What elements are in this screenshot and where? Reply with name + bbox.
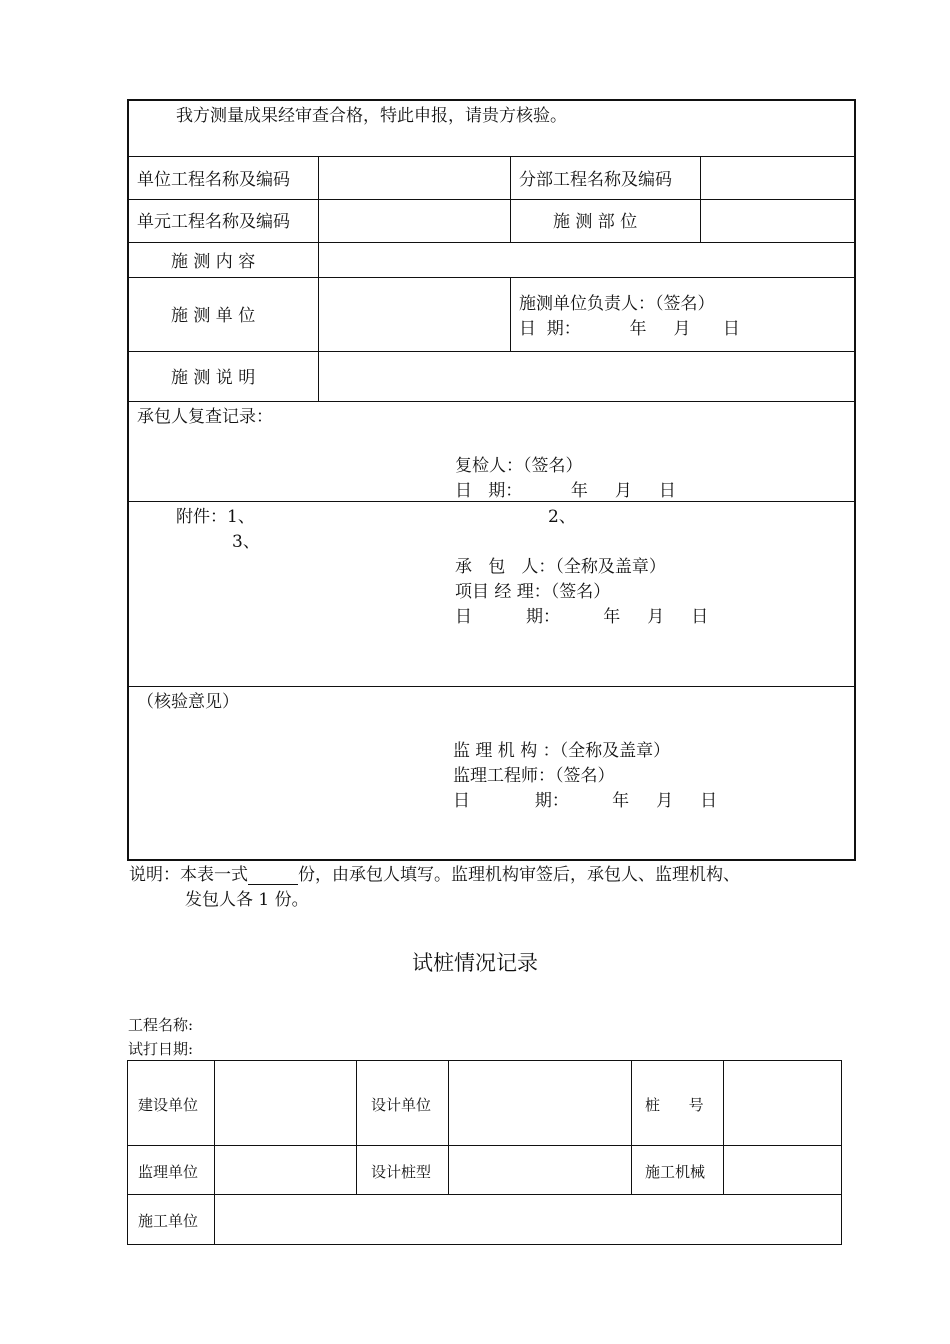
survey-location-field[interactable]: [702, 201, 852, 241]
builder-unit-field[interactable]: [216, 1196, 840, 1243]
rechecker-signature: 复检人：（签名）: [455, 456, 583, 476]
test-date-label: 试打日期:: [128, 1040, 194, 1058]
pile-record-title: 试桩情况记录: [412, 951, 538, 975]
pile-row-divider: [127, 1145, 842, 1146]
pile-number-label: 桩 号: [645, 1096, 704, 1114]
form-row-divider: [128, 156, 855, 157]
machinery-field[interactable]: [725, 1147, 840, 1193]
survey-content-label: 施 测 内 容: [171, 252, 256, 272]
pile-col-divider: [723, 1060, 724, 1195]
form-row-divider: [128, 277, 855, 278]
contractor-signature: 承 包 人：（全称及盖章）: [455, 557, 666, 577]
survey-location-label: 施 测 部 位: [553, 212, 638, 232]
pile-col-divider: [448, 1060, 449, 1195]
supervision-org-signature: 监 理 机 构 ：（全称及盖章）: [453, 741, 671, 761]
form-row-divider: [128, 242, 855, 243]
form-row-divider: [128, 199, 855, 200]
survey-content-field[interactable]: [320, 244, 852, 276]
form-note-line2: 发包人各 1 份。: [185, 890, 309, 910]
pile-row-divider: [127, 1194, 842, 1195]
attachment-1: 附件：1、: [176, 507, 255, 527]
contractor-review-label: 承包人复查记录：: [137, 407, 273, 427]
form-col-divider: [510, 277, 511, 351]
survey-note-label: 施 测 说 明: [171, 368, 256, 388]
supervision-unit-label: 监理单位: [138, 1163, 199, 1181]
copies-blank[interactable]: [248, 868, 298, 885]
design-unit-field[interactable]: [450, 1062, 629, 1144]
survey-note-field[interactable]: [320, 353, 852, 400]
form-row-divider: [128, 401, 855, 402]
form-row-divider: [128, 351, 855, 352]
machinery-label: 施工机械: [645, 1163, 706, 1181]
attachment-2: 2、: [548, 507, 576, 527]
construction-unit-label: 建设单位: [138, 1096, 199, 1114]
form-note-line1: [129, 865, 740, 885]
unit-project-field[interactable]: [320, 158, 508, 198]
form-row-divider: [128, 686, 855, 687]
verify-opinion-label: （核验意见）: [137, 692, 239, 712]
pile-number-field[interactable]: [725, 1062, 840, 1144]
form-row-divider: [128, 501, 855, 502]
note-suffix: 份，由承包人填写。监理机构审签后，承包人、监理机构、: [298, 865, 740, 885]
note-prefix: 说明：本表一式: [129, 865, 248, 885]
unit-project-label: 单位工程名称及编码: [137, 170, 290, 190]
survey-unit-date: 日 期： 年 月 日: [519, 319, 740, 339]
element-project-label: 单元工程名称及编码: [137, 212, 290, 232]
construction-unit-field[interactable]: [216, 1062, 354, 1144]
pile-col-divider: [631, 1060, 632, 1195]
division-project-label: 分部工程名称及编码: [519, 170, 672, 190]
pile-col-divider: [214, 1060, 215, 1245]
survey-unit-label: 施 测 单 位: [171, 306, 256, 326]
contractor-date: 日 期： 年 月 日: [455, 607, 709, 627]
supervision-engineer-signature: 监理工程师：（签名）: [453, 766, 615, 786]
design-unit-label: 设计单位: [371, 1096, 432, 1114]
pile-col-divider: [356, 1060, 357, 1195]
form-col-divider: [318, 156, 319, 401]
form-col-divider: [510, 156, 511, 242]
declaration-text: 我方测量成果经审查合格，特此申报，请贵方核验。: [176, 106, 567, 126]
survey-unit-field[interactable]: [320, 279, 508, 350]
design-pile-type-field[interactable]: [450, 1147, 629, 1193]
element-project-field[interactable]: [320, 201, 508, 241]
supervision-unit-field[interactable]: [216, 1147, 354, 1193]
form-col-divider: [700, 156, 701, 242]
supervision-date: 日 期： 年 月 日: [453, 791, 718, 811]
division-project-field[interactable]: [702, 158, 852, 198]
project-manager-signature: 项目 经 理：（签名）: [455, 582, 611, 602]
attachment-3: 3、: [232, 532, 260, 552]
rechecker-date: 日 期： 年 月 日: [455, 481, 676, 501]
design-pile-type-label: 设计桩型: [371, 1163, 432, 1181]
survey-unit-head: 施测单位负责人：（签名）: [519, 294, 715, 314]
project-name-label: 工程名称:: [128, 1016, 194, 1034]
builder-unit-label: 施工单位: [138, 1212, 199, 1230]
